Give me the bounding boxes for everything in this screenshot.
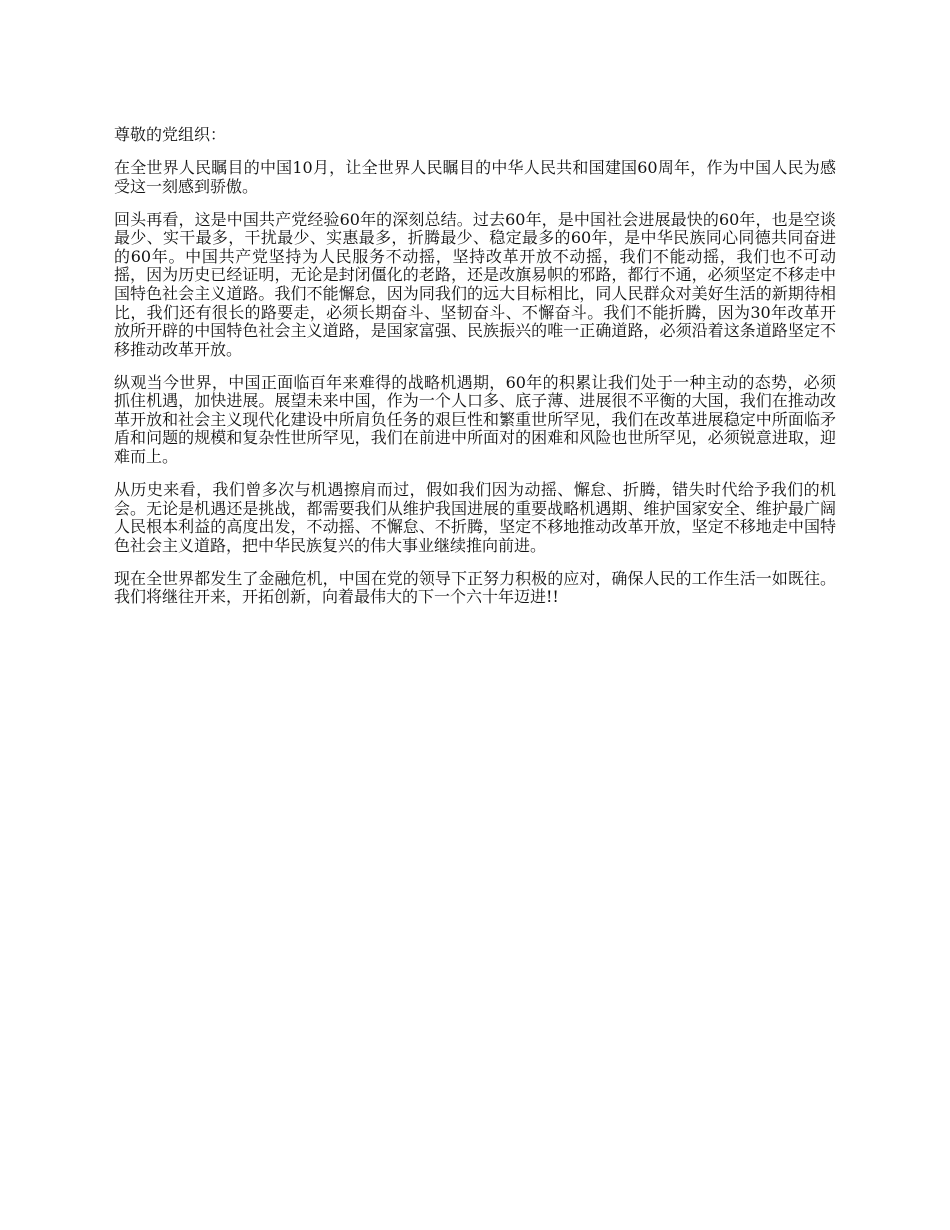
paragraph-3: 纵观当今世界，中国正面临百年来难得的战略机遇期，60年的积累让我们处于一种主动的态势，必须抓住机遇，加快进展。展望未来中国，作为一个人口多、底子薄、进展很不平衡的大国，我们在推动改革开放和社会主义现代化建设中所肩负任务的艰巨性和繁重世所罕见，我们在改革进展稳定中所面临矛盾和问题的规模和复杂性世所罕见，我们在前进中所面对的困难和风险也世所罕见，必须锐意进取，迎难而上。 <box>114 372 836 467</box>
paragraph-5: 现在全世界都发生了金融危机，中国在党的领导下正努力积极的应对，确保人民的工作生活一如既往。我们将继往开来，开拓创新，向着最伟大的下一个六十年迈进!! <box>114 568 836 607</box>
paragraph-1: 在全世界人民瞩目的中国10月，让全世界人民瞩目的中华人民共和国建国60周年，作为中国人民为感受这一刻感到骄傲。 <box>114 157 836 196</box>
salutation: 尊敬的党组织： <box>114 125 227 144</box>
paragraph-2: 回头再看，这是中国共产党经验60年的深刻总结。过去60年，是中国社会进展最快的60年，也是空谈最少、实干最多，干扰最少、实惠最多，折腾最少、稳定最多的60年，是中华民族同心同德共同奋进的60年。中国共产党坚持为人民服务不动摇，坚持改革开放不动摇，我们不能动摇，我们也不可动摇，因为历史已经证明，无论是封闭僵化的老路，还是改旗易帜的邪路，都行不通，必须坚定不移走中国特色社会主义道路。我们不能懈怠，因为同我们的远大目标相比，同人民群众对美好生活的新期待相比，我们还有很长的路要走，必须长期奋斗、坚韧奋斗、不懈奋斗。我们不能折腾，因为30年改革开放所开辟的中国特色社会主义道路，是国家富强、民族振兴的唯一正确道路，必须沿着这条道路坚定不移推动改革开放。 <box>114 209 836 359</box>
document-body <box>114 126 836 621</box>
paragraph-4: 从历史来看，我们曾多次与机遇擦肩而过，假如我们因为动摇、懈怠、折腾，错失时代给予我们的机会。无论是机遇还是挑战，都需要我们从维护我国进展的重要战略机遇期、维护国家安全、维护最广阔人民根本利益的高度出发，不动摇、不懈怠、不折腾，坚定不移地推动改革开放，坚定不移地走中国特色社会主义道路，把中华民族复兴的伟大事业继续推向前进。 <box>114 480 836 555</box>
